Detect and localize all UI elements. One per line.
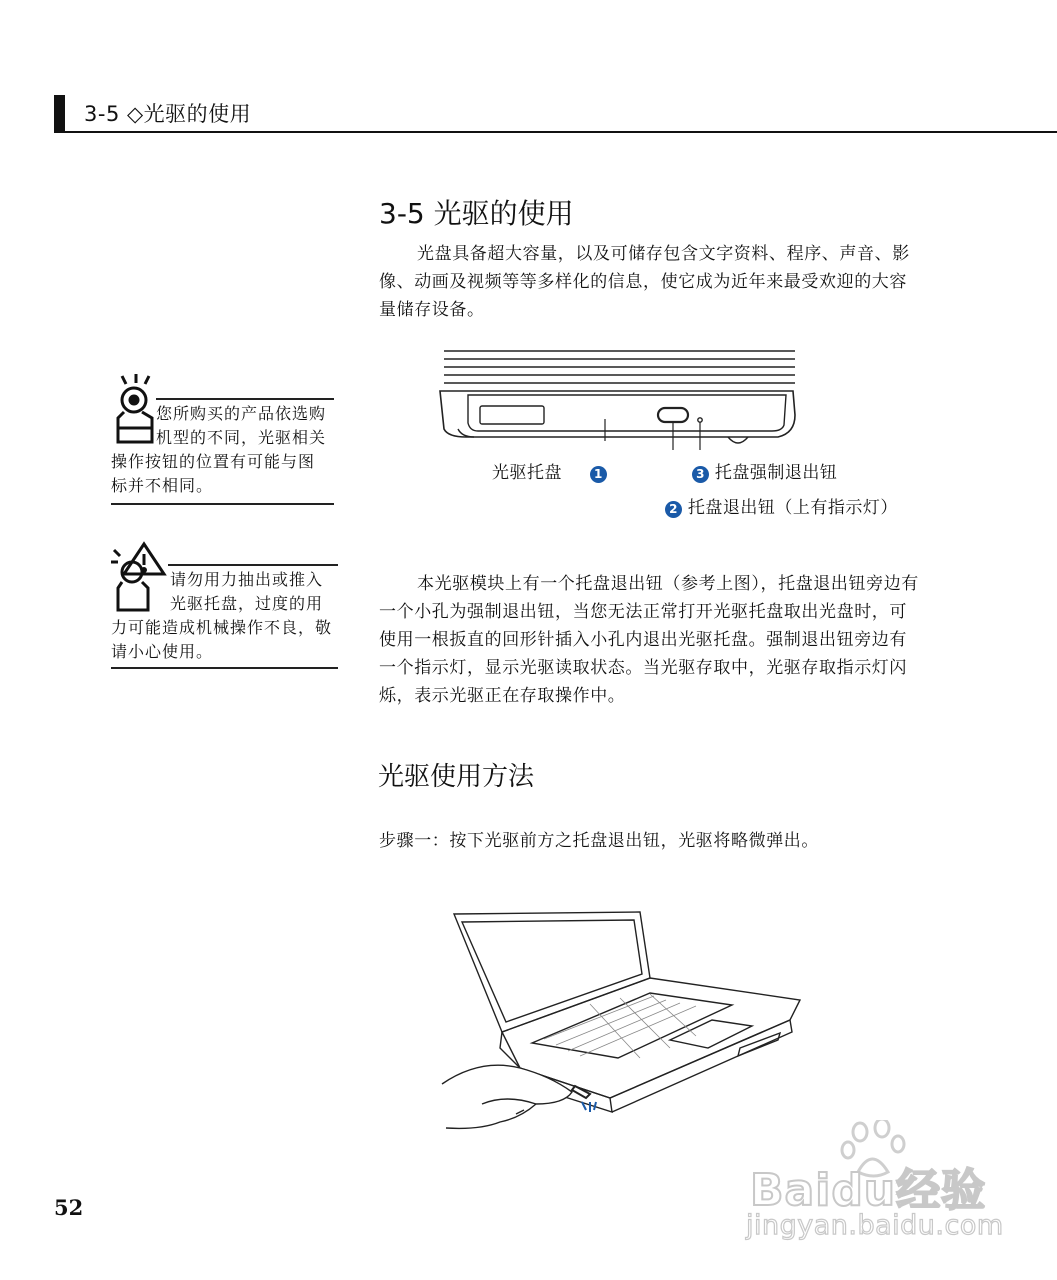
note2-line: 光驱托盘，过度的用 xyxy=(170,594,324,613)
intro-line: 受欢迎的大容量储存设备。 xyxy=(379,272,908,320)
note1-line: 操作按钮的位置有可能与图 xyxy=(111,452,316,471)
note2-bottom-rule xyxy=(111,667,338,669)
header-bar xyxy=(54,95,65,133)
intro-paragraph xyxy=(379,240,924,324)
body-line: 驱存取中，光驱存取指示灯闪烁，表示光驱正在存取操作中。 xyxy=(379,658,908,706)
note2-line: 力可能造成机械操作不良，敬 xyxy=(111,618,333,637)
optical-drive-illustration xyxy=(438,345,803,450)
body-line: 取出光盘时，可使用一根扳直的回形针插入小孔内退出光驱托 xyxy=(379,602,908,650)
watermark-url: jingyan.baidu.com xyxy=(746,1210,1004,1241)
note1-line: 标并不相同。 xyxy=(111,476,214,495)
note1-top-rule xyxy=(156,398,334,400)
subsection-title: 光驱使用方法 xyxy=(378,762,535,792)
warning-person-icon xyxy=(108,540,168,612)
body-line: 钮旁边有一个小孔为强制退出钮，当您无法正常打开光驱托盘 xyxy=(379,574,919,622)
label-tray-text: 光驱托盘 xyxy=(492,463,562,483)
laptop-illustration xyxy=(440,908,810,1138)
label-force-eject-text: 托盘强制退出钮 xyxy=(714,463,838,483)
step-one-text: 步骤一：按下光驱前方之托盘退出钮，光驱将略微弹出。 xyxy=(379,831,819,851)
watermark-brand xyxy=(750,1154,986,1218)
note2-top-rule xyxy=(168,564,338,566)
note2-line: 请小心使用。 xyxy=(111,642,214,661)
label-force-eject xyxy=(692,458,837,483)
header-title: 3-5 ◇光驱的使用 xyxy=(84,102,252,126)
note1-line: 您所购买的产品依选购 xyxy=(156,404,327,423)
page-number: 52 xyxy=(54,1195,84,1220)
note1-line: 机型的不同，光驱相关 xyxy=(156,428,327,447)
note1-bottom-rule xyxy=(111,503,334,505)
watermark-brand-c: 经验 xyxy=(896,1165,987,1216)
baidu-watermark xyxy=(700,1110,1020,1260)
watermark-brand-b: du xyxy=(831,1165,897,1216)
intro-line: 音、影像、动画及视频等等多样化的信息，使它成为近年来最 xyxy=(379,244,910,292)
label-eject-text: 托盘退出钮（上有指示灯） xyxy=(687,498,898,518)
section-title: 3-5 光驱的使用 xyxy=(379,197,574,230)
label-tray xyxy=(492,458,607,483)
tip-person-icon xyxy=(108,372,158,444)
body-line: 盘。强制退出钮旁边有一个指示灯，显示光驱读取状态。当光 xyxy=(379,630,907,678)
label-eject xyxy=(665,493,898,518)
intro-line: 光盘具备超大容量，以及可储存包含文字资料、程序、声 xyxy=(417,244,857,264)
callout-number-1: 1 xyxy=(590,466,607,483)
body-line: 本光驱模块上有一个托盘退出钮（参考上图），托盘退出 xyxy=(417,574,849,594)
callout-number-2: 2 xyxy=(665,501,682,518)
body-paragraph xyxy=(379,570,924,710)
header-rule xyxy=(54,131,1057,133)
callout-number-3: 3 xyxy=(692,466,709,483)
note2-line: 请勿用力抽出或推入 xyxy=(170,570,324,589)
watermark-brand-a: Bai xyxy=(750,1165,832,1216)
